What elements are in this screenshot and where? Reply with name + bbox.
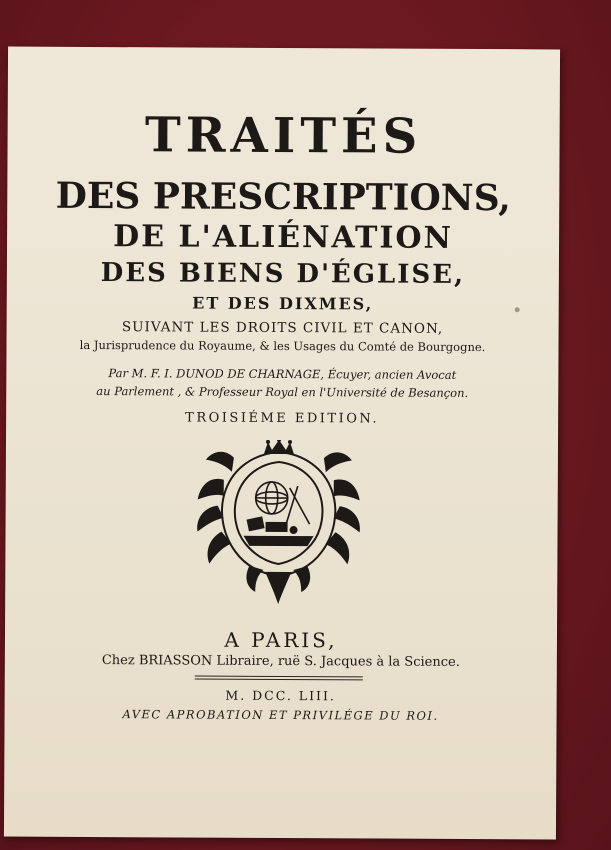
title-line-alienation: DE L'ALIÉNATION: [113, 219, 454, 256]
edition-line: TROISIÉME EDITION.: [185, 410, 380, 427]
paper-speck: [515, 307, 520, 312]
subtitle-droits: SUIVANT LES DROITS CIVIL ET CANON,: [121, 319, 444, 337]
title-line-prescriptions: DES PRESCRIPTIONS,: [55, 174, 512, 220]
author-line-2: au Parlement , & Professeur Royal en l'Université de Besançon.: [96, 384, 469, 400]
title-line-dixmes: ET DES DIXMES,: [192, 293, 374, 314]
printers-ornament-icon: [193, 440, 364, 611]
title-page: [4, 47, 560, 840]
subtitle-jurisprudence: la Jurisprudence du Royaume, & les Usages du Comté de Bourgogne.: [79, 337, 486, 355]
double-rule-divider: [195, 676, 363, 681]
author-line-1: Par M. F. I. DUNOD DE CHARNAGE, Écuyer, ancien Avocat: [108, 366, 457, 382]
privilege-line: AVEC APROBATION ET PRIVILÉGE DU ROI.: [122, 707, 439, 723]
city-line: A PARIS,: [224, 627, 338, 653]
year-line: M. DCC. LIII.: [225, 687, 336, 704]
publisher-line: Chez BRIASSON Libraire, ruë S. Jacques à la Science.: [101, 653, 460, 670]
title-line-traites: TRAITÉS: [144, 107, 423, 165]
title-line-biens-eglise: DES BIENS D'ÉGLISE,: [100, 258, 466, 290]
